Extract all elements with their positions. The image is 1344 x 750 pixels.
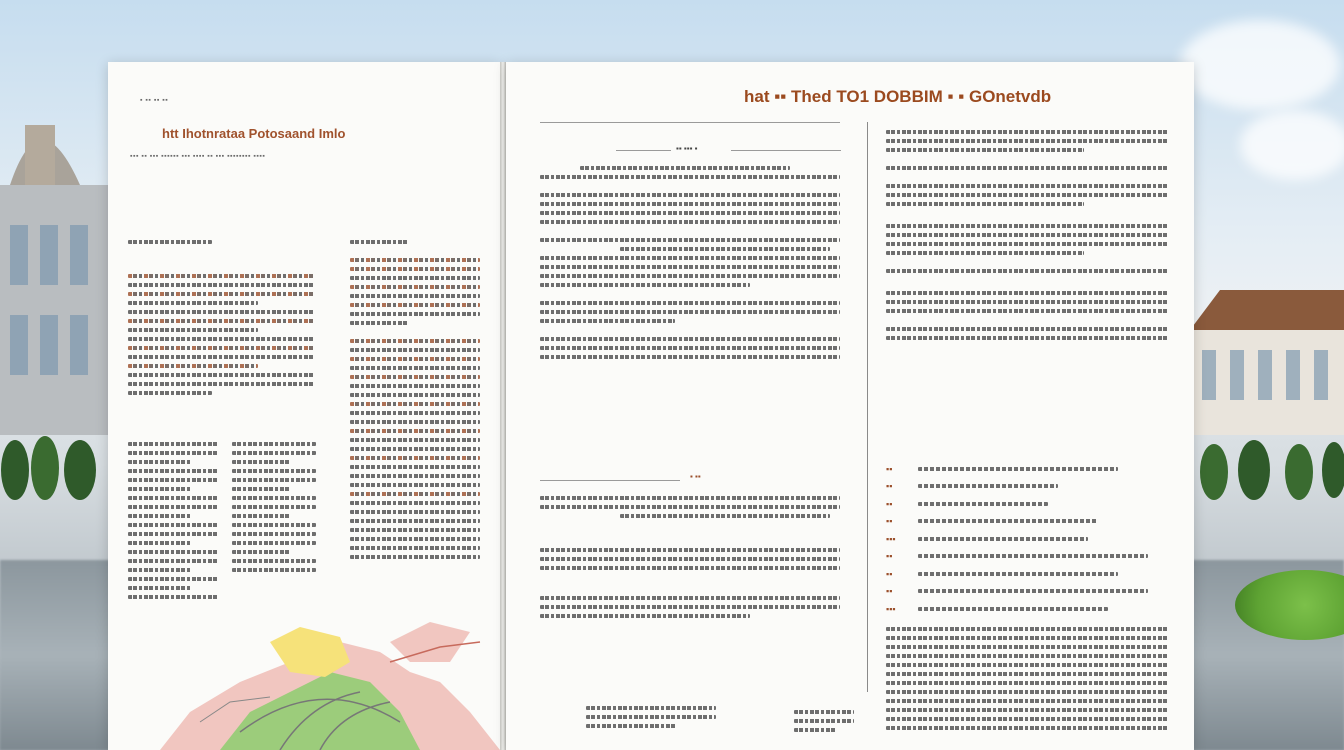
text-column-right — [350, 240, 480, 564]
text-line — [350, 528, 480, 532]
text-column-left — [128, 240, 314, 400]
text-line — [620, 514, 830, 518]
text-line — [886, 291, 1169, 295]
text-line — [886, 184, 1169, 188]
list-label: ▪▪ — [886, 568, 893, 579]
text-line — [128, 523, 218, 527]
list-item — [886, 478, 1148, 496]
list-value — [918, 519, 1098, 523]
text-line — [128, 337, 314, 341]
text-line — [886, 627, 1169, 631]
text-line — [350, 348, 480, 352]
text-line — [886, 336, 1169, 340]
text-line — [886, 242, 1169, 246]
text-line — [350, 420, 480, 424]
text-line — [350, 474, 480, 478]
text-line — [540, 202, 840, 206]
section-a-text — [540, 166, 840, 364]
text-line — [350, 339, 480, 343]
text-line — [350, 303, 480, 307]
text-line — [128, 442, 218, 446]
text-line — [128, 460, 191, 464]
list-value — [918, 589, 1148, 593]
text-line — [232, 559, 316, 563]
text-line — [350, 402, 480, 406]
list-label: ▪▪▪ — [886, 603, 896, 614]
text-line — [886, 224, 1169, 228]
text-line — [540, 175, 840, 179]
text-line — [886, 654, 1169, 658]
text-line — [350, 357, 480, 361]
text-line — [232, 541, 316, 545]
text-line — [350, 366, 480, 370]
text-line — [540, 496, 840, 500]
background-trees — [1194, 430, 1344, 500]
bottom-text-2 — [794, 710, 854, 737]
text-line — [350, 519, 480, 523]
text-line — [540, 211, 840, 215]
text-line — [886, 269, 1169, 273]
list-label: ▪▪ — [886, 481, 893, 492]
text-line — [232, 478, 316, 482]
text-line — [620, 247, 830, 251]
list-label: ▪▪ — [886, 551, 893, 562]
text-line — [540, 355, 840, 359]
page-subtitle: ▪▪▪ ▪▪ ▪▪▪ ▪▪▪▪▪▪ ▪▪▪ ▪▪▪▪ ▪▪ ▪▪▪ ▪▪▪▪▪▪▪▪ ▪▪▪▪ — [130, 153, 266, 160]
text-line — [128, 328, 258, 332]
text-line — [886, 717, 1169, 721]
list-item — [886, 530, 1148, 548]
text-line — [540, 319, 675, 323]
text-line — [350, 456, 480, 460]
text-line — [232, 568, 316, 572]
text-line — [540, 193, 840, 197]
text-line — [886, 708, 1169, 712]
text-line — [350, 258, 480, 262]
right-column-footer-text — [886, 627, 1169, 735]
text-line — [540, 265, 840, 269]
text-line — [350, 429, 480, 433]
text-line — [540, 346, 840, 350]
text-line — [886, 166, 1169, 170]
list-item — [886, 460, 1148, 478]
text-line — [350, 465, 480, 469]
text-line — [350, 492, 480, 496]
background-cloud — [1240, 110, 1344, 180]
text-line — [540, 548, 840, 552]
text-line — [540, 557, 840, 561]
background-cloud — [1180, 20, 1340, 110]
list-item — [886, 513, 1148, 531]
text-line — [128, 319, 314, 323]
text-line — [540, 337, 840, 341]
text-column-left-a — [128, 442, 218, 604]
text-line — [350, 384, 480, 388]
text-line — [886, 636, 1169, 640]
text-line — [886, 672, 1169, 676]
info-list — [886, 460, 1148, 618]
text-line — [886, 699, 1169, 703]
text-line — [886, 645, 1169, 649]
text-line — [540, 605, 840, 609]
divider — [616, 150, 671, 151]
text-line — [232, 532, 316, 536]
text-line — [232, 505, 316, 509]
text-line — [794, 728, 836, 732]
list-value — [918, 607, 1108, 611]
text-line — [232, 469, 316, 473]
section-a-title: ▪▪ ▪▪▪ ▪ — [676, 144, 698, 153]
text-line — [540, 310, 840, 314]
list-value — [918, 572, 1118, 576]
text-line — [580, 166, 790, 170]
text-line — [350, 483, 480, 487]
text-line — [128, 301, 258, 305]
text-line — [128, 496, 218, 500]
text-line — [232, 451, 316, 455]
list-label: ▪▪▪ — [886, 533, 896, 544]
text-line — [128, 595, 218, 599]
brochure-left-page — [108, 62, 500, 750]
page-heading: hat ▪▪ Thed TO1 DOBBIM ▪ ▪ GOnetvdb — [744, 87, 1052, 106]
text-line — [886, 233, 1169, 237]
bottom-text — [586, 706, 716, 733]
text-line — [128, 451, 218, 455]
text-line — [350, 312, 480, 316]
text-line — [128, 559, 218, 563]
text-line — [128, 505, 218, 509]
text-line — [540, 566, 840, 570]
list-label: ▪▪ — [886, 586, 893, 597]
text-line — [586, 706, 716, 710]
top-note: ▪ ▪▪ ▪▪ ▪▪ — [140, 97, 169, 104]
text-line — [128, 355, 314, 359]
divider — [731, 150, 841, 151]
text-line — [540, 256, 840, 260]
text-line — [350, 447, 480, 451]
text-line — [350, 501, 480, 505]
text-line — [128, 532, 218, 536]
text-line — [350, 294, 480, 298]
text-line — [540, 283, 750, 287]
text-line — [886, 300, 1169, 304]
text-line — [540, 238, 840, 242]
list-label: ▪▪ — [886, 516, 893, 527]
text-line — [350, 276, 480, 280]
text-line — [350, 375, 480, 379]
text-line — [232, 496, 316, 500]
text-line — [886, 309, 1169, 313]
section-b-text — [540, 496, 840, 623]
list-value — [918, 502, 1048, 506]
list-item — [886, 548, 1148, 566]
text-line — [128, 274, 314, 278]
text-line — [794, 719, 854, 723]
text-line — [540, 614, 750, 618]
text-line — [886, 130, 1169, 134]
text-line — [232, 460, 291, 464]
text-line — [128, 586, 191, 590]
text-line — [350, 555, 480, 559]
text-line — [586, 715, 716, 719]
text-line — [128, 541, 191, 545]
list-item — [886, 600, 1148, 618]
list-label: ▪▪ — [886, 463, 893, 474]
text-line — [886, 139, 1169, 143]
text-line — [232, 523, 316, 527]
text-line — [128, 382, 314, 386]
text-line — [350, 438, 480, 442]
text-line — [350, 267, 480, 271]
text-line — [128, 478, 218, 482]
column-divider — [867, 122, 868, 692]
text-line — [540, 505, 840, 509]
right-column-text — [886, 130, 1169, 345]
text-line — [886, 327, 1169, 331]
text-line — [128, 514, 191, 518]
list-item — [886, 565, 1148, 583]
text-line — [128, 292, 314, 296]
text-line — [886, 193, 1169, 197]
text-line — [886, 251, 1084, 255]
list-item — [886, 583, 1148, 601]
list-item — [886, 495, 1148, 513]
list-value — [918, 537, 1088, 541]
text-line — [350, 537, 480, 541]
divider — [540, 480, 680, 481]
divider — [540, 122, 840, 123]
text-line — [128, 550, 218, 554]
list-value — [918, 484, 1058, 488]
section-b-title: ▪ ▪▪ — [690, 472, 701, 481]
background-trees — [0, 430, 110, 500]
text-line — [128, 469, 218, 473]
text-line — [350, 285, 480, 289]
text-line — [886, 690, 1169, 694]
text-line — [350, 510, 480, 514]
page-title: htt Ihotnrataa Potosaand Imlo — [162, 126, 346, 141]
text-line — [350, 393, 480, 397]
text-line — [232, 487, 291, 491]
text-line — [128, 310, 314, 314]
text-line — [128, 283, 314, 287]
text-line — [128, 568, 191, 572]
text-line — [540, 220, 840, 224]
text-line — [128, 240, 212, 244]
campus-map — [140, 602, 500, 750]
text-line — [886, 726, 1169, 730]
text-line — [350, 240, 409, 244]
background-building-left — [0, 105, 110, 435]
text-line — [540, 274, 840, 278]
text-line — [886, 148, 1084, 152]
text-column-left-b — [232, 442, 316, 577]
text-line — [794, 710, 854, 714]
list-value — [918, 554, 1148, 558]
text-line — [540, 301, 840, 305]
text-line — [128, 577, 218, 581]
text-line — [540, 596, 840, 600]
text-line — [886, 663, 1169, 667]
text-line — [350, 321, 409, 325]
brochure-right-page — [506, 62, 1194, 750]
text-line — [886, 202, 1084, 206]
text-line — [232, 514, 291, 518]
text-line — [128, 364, 258, 368]
list-value — [918, 467, 1118, 471]
text-line — [586, 724, 677, 728]
list-label: ▪▪ — [886, 498, 893, 509]
text-line — [128, 373, 314, 377]
text-line — [232, 550, 291, 554]
background-building-right — [1190, 290, 1344, 435]
text-line — [350, 546, 480, 550]
text-line — [128, 391, 212, 395]
text-line — [128, 487, 191, 491]
text-line — [350, 411, 480, 415]
text-line — [232, 442, 316, 446]
text-line — [886, 681, 1169, 685]
text-line — [128, 346, 314, 350]
